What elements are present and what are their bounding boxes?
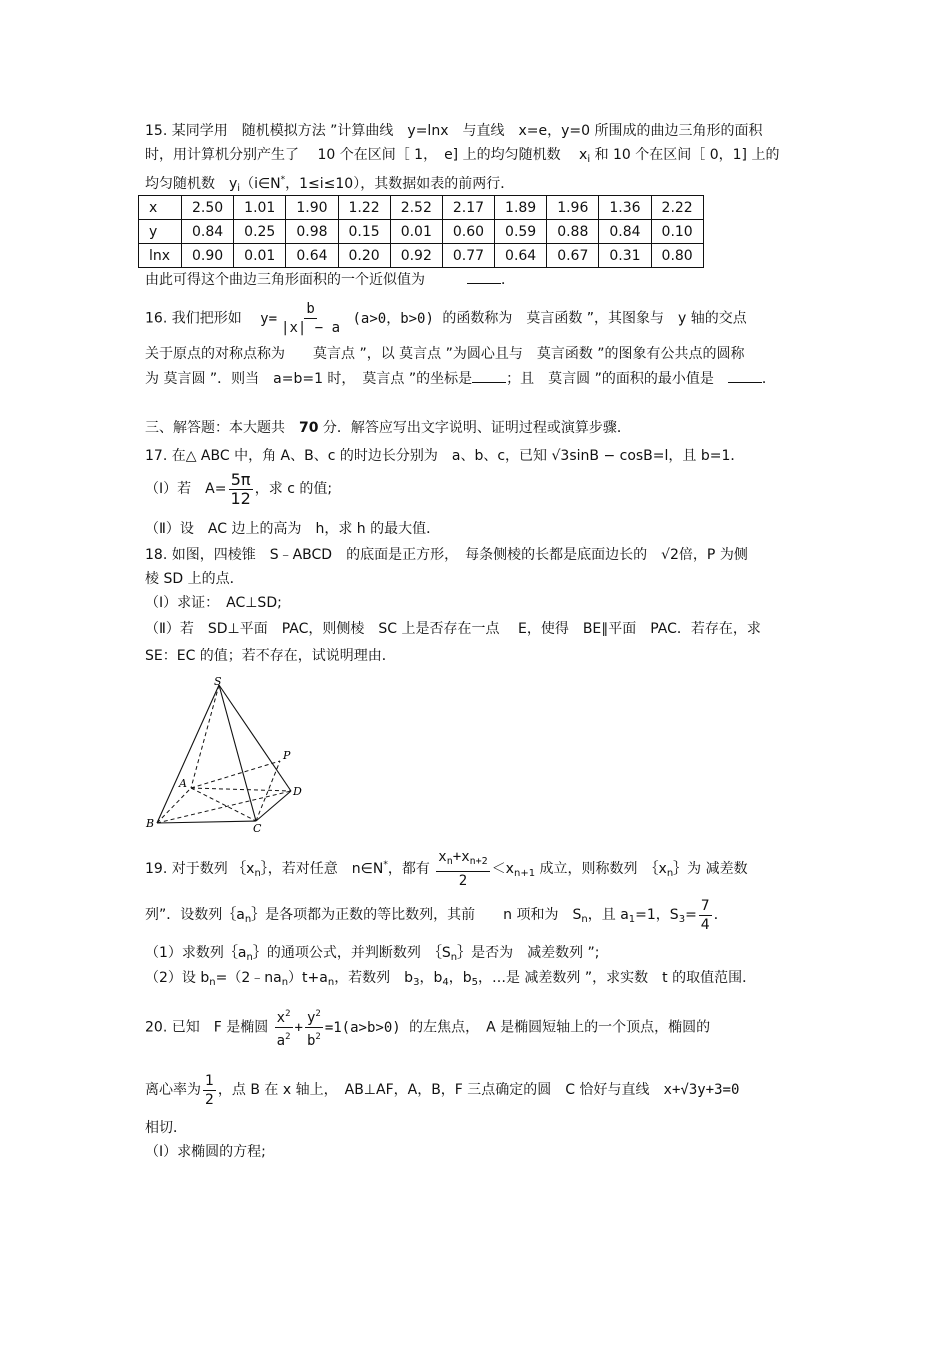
label-d: D bbox=[293, 785, 302, 798]
answer-blank bbox=[472, 370, 506, 383]
table-cell: 0.80 bbox=[651, 244, 703, 268]
q18-part-2a: （Ⅱ）若 SD⊥平面 PAC，则侧棱 SC 上是否存在一点 E，使得 BE∥平面 PAC．若存在，求 bbox=[145, 621, 761, 637]
data-table bbox=[138, 195, 704, 268]
ellipse-equation: $\frac{x^2}{a^2}$ + $\frac{y^2}{b^2}$ =1(a>b>0) bbox=[273, 1020, 409, 1036]
q20-line-3: 相切． bbox=[145, 1120, 187, 1136]
table-cell: 1.96 bbox=[547, 196, 599, 220]
q19-line-1: 19. 对于数列 $\{x_n\}$，若对任意 n∈N*，都有 $\frac{x_n+x_{n+2}}{2}$ $<x_{n+1}$ 成立，则称数列 $\{x_n\}$为 减差数 bbox=[145, 849, 748, 889]
table-cell: 0.67 bbox=[547, 244, 599, 268]
label-a: A bbox=[179, 777, 187, 790]
q17-part-2: （Ⅱ）设 AC 边上的高为 h，求 h 的最大值． bbox=[145, 521, 441, 537]
q16-line-2: 关于原点的对称点称为 莫言点 ”，以 莫言点 ”为圆心且与 莫言函数 ”的图象有公共点的圆称 bbox=[145, 346, 745, 362]
table-row-header: lnx bbox=[139, 244, 182, 268]
answer-blank bbox=[467, 271, 501, 284]
q19-part-2: （2）设 $b_n=(2﹣na_n)t+a_n$，若数列 $b_3$，$b_4$，$b_5$，…是 减差数列 ”，求实数 t 的取值范围． bbox=[145, 970, 757, 988]
q18-line-2: 棱 SD 上的点． bbox=[145, 571, 244, 587]
table-cell: 2.50 bbox=[182, 196, 234, 220]
label-b: B bbox=[146, 817, 155, 830]
table-cell: 0.98 bbox=[286, 220, 338, 244]
label-s: S bbox=[214, 675, 222, 688]
label-c: C bbox=[253, 822, 262, 833]
q18-part-2b: SE：EC 的值；若不存在，试说明理由． bbox=[145, 648, 396, 664]
table-cell: 0.20 bbox=[338, 244, 390, 268]
table-cell: 2.52 bbox=[390, 196, 442, 220]
table-row bbox=[139, 196, 704, 220]
q18-line-1: 18. 如图，四棱锥 S﹣ABCD 的底面是正方形， 每条侧棱的长都是底面边长的 √2倍，P 为侧 bbox=[145, 547, 748, 563]
pyramid-figure bbox=[143, 675, 308, 833]
q19-part-1: （1）求数列$\{a_n\}$的通项公式，并判断数列 $\{S_n\}$是否为 减差数列 ”; bbox=[145, 945, 600, 963]
q18-part-1: （Ⅰ）求证： AC⊥SD; bbox=[145, 595, 282, 611]
table-cell: 0.92 bbox=[390, 244, 442, 268]
q15-line-3: 均匀随机数 $y_i(i\in N^*$，1≤i≤10），其数据如表的前两行． bbox=[145, 175, 515, 194]
mo-yan-function-formula: y= $\frac{b}{|x| - a}$ (a>0，b>0) bbox=[260, 301, 434, 336]
table-cell: 1.01 bbox=[234, 196, 286, 220]
q16-line-3: 为 莫言圆 ”．则当 a=b=1 时， 莫言点 ”的坐标是 ；且 莫言圆 ”的面积的最小值是 ． bbox=[145, 371, 776, 387]
answer-blank bbox=[728, 370, 762, 383]
q15-line-4: 由此可得这个曲边三角形面积的一个近似值为 ． bbox=[145, 272, 515, 288]
label-p: P bbox=[283, 749, 291, 762]
q20-line-1: 20. 已知 F 是椭圆 $\frac{x^2}{a^2}$ + $\frac{y^2}{b^2}$ =1(a>b>0) 的左焦点， A 是椭圆短轴上的一个顶点，椭圆的 bbox=[145, 1005, 710, 1050]
table-cell: 1.36 bbox=[599, 196, 651, 220]
table-cell: 0.84 bbox=[599, 220, 651, 244]
table-cell: 0.15 bbox=[338, 220, 390, 244]
q20-line-2: 离心率为 $\frac{1}{2}$ ，点 B 在 x 轴上， AB⊥AF，A，B，F 三点确定的圆 C 恰好与直线 x+√3y+3=0 bbox=[145, 1072, 740, 1108]
table-cell: 0.84 bbox=[182, 220, 234, 244]
table-row bbox=[139, 220, 704, 244]
table-row-header: y bbox=[139, 220, 182, 244]
q19-line-2: 列”．设数列$\{a_n\}$是各项都为正数的等比数列，其前 n 项和为 $S_n$，且 $a_1=1$，$S_3=$ $\frac{7}{4}$ ． bbox=[145, 897, 728, 933]
table-row-header: x bbox=[139, 196, 182, 220]
q17-line-1: 17. 在△ ABC 中，角 A、B、c 的时边长分别为 a、b、c，已知 √3sinB − cosB=l，且 b=1． bbox=[145, 448, 745, 464]
table-cell: 0.64 bbox=[286, 244, 338, 268]
q15-line-2: 时，用计算机分别产生了 10 个在区间［ 1， e] 上的均匀随机数 $x_i$ 和 10 个在区间［ 0，1] 上的 bbox=[145, 147, 780, 165]
table-cell: 0.64 bbox=[495, 244, 547, 268]
table-cell: 0.01 bbox=[234, 244, 286, 268]
section-heading: 三、解答题：本大题共 70 分．解答应写出文字说明、证明过程或演算步骤． bbox=[145, 420, 631, 436]
table-cell: 1.90 bbox=[286, 196, 338, 220]
table-cell: 0.60 bbox=[442, 220, 494, 244]
table-cell: 1.22 bbox=[338, 196, 390, 220]
q16-line-1: 16. 我们把形如 y= $\frac{b}{|x| - a}$ (a>0，b>0) 的函数称为 莫言函数 ”，其图象与 y 轴的交点 bbox=[145, 301, 747, 336]
q15-line-1: 15. 某同学用 随机模拟方法 ”计算曲线 y=lnx 与直线 x=e，y=0 所围成的曲边三角形的面积 bbox=[145, 123, 763, 139]
tangent-line-equation: x+√3y+3=0 bbox=[663, 1082, 740, 1098]
table-cell: 2.22 bbox=[651, 196, 703, 220]
table-cell: 2.17 bbox=[442, 196, 494, 220]
table-cell: 0.10 bbox=[651, 220, 703, 244]
table-cell: 0.01 bbox=[390, 220, 442, 244]
table-cell: 1.89 bbox=[495, 196, 547, 220]
table-cell: 0.25 bbox=[234, 220, 286, 244]
table-cell: 0.90 bbox=[182, 244, 234, 268]
table-cell: 0.88 bbox=[547, 220, 599, 244]
table-cell: 0.31 bbox=[599, 244, 651, 268]
table-row bbox=[139, 244, 704, 268]
table-cell: 0.59 bbox=[495, 220, 547, 244]
reduce-diff-fraction: $\frac{x_n+x_{n+2}}{2}$ bbox=[438, 849, 488, 889]
q17-part-1: （Ⅰ）若 A= $\frac{5\pi}{12}$ ，求 c 的值; bbox=[145, 469, 333, 508]
table-cell: 0.77 bbox=[442, 244, 494, 268]
q20-part-1: （Ⅰ）求椭圆的方程; bbox=[145, 1144, 266, 1160]
